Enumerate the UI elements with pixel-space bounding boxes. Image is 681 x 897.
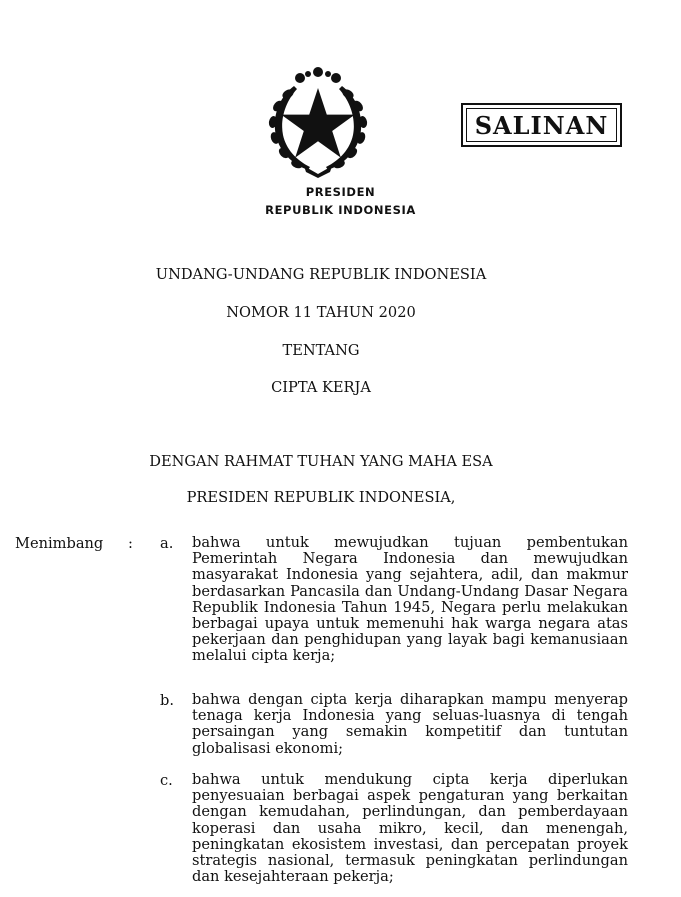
considering-item-c: bahwa untuk mendukung cipta kerja diperlukan penyesuaian berbagai aspek pengaturan yang berkaitan dengan kemudahan, perlindungan, dan pemberdayaan koperasi dan usaha mikro, kecil, dan menengah, peningkatan ekosistem investasi, dan percepatan proyek strategis nasional, termasuk peningkatan perlindungan dan kesejahteraan pekerja; — [192, 771, 628, 886]
law-number: NOMOR 11 TAHUN 2020 — [226, 304, 416, 321]
item-letter-c: c. — [160, 772, 173, 789]
item-letter-b: b. — [160, 692, 174, 709]
header-republik-indonesia: REPUBLIK INDONESIA — [265, 203, 416, 217]
preamble-president: PRESIDEN REPUBLIK INDONESIA, — [186, 489, 456, 506]
stamp-text: SALINAN — [474, 110, 609, 140]
header-presiden: PRESIDEN — [305, 185, 376, 199]
considering-label: Menimbang — [15, 535, 104, 552]
item-letter-a: a. — [160, 535, 174, 552]
salinan-stamp — [461, 103, 622, 147]
considering-colon: : — [128, 535, 133, 552]
considering-item-b: bahwa dengan cipta kerja diharapkan mampu menyerap tenaga kerja Indonesia yang seluas-luasnya di tengah persaingan yang semakin kompetitif dan tuntutan globalisasi ekonomi; — [192, 691, 628, 757]
law-about: TENTANG — [282, 342, 360, 359]
preamble-grace: DENGAN RAHMAT TUHAN YANG MAHA ESA — [149, 453, 493, 470]
law-subject: CIPTA KERJA — [271, 379, 371, 396]
presidential-emblem — [264, 66, 372, 178]
considering-item-a: bahwa untuk mewujudkan tujuan pembentukan Pemerintah Negara Indonesia dan mewujudkan masyarakat Indonesia yang sejahtera, adil, dan makmur berdasarkan Pancasila dan Undang-Undang Dasar Negara Republik Indonesia Tahun 1945, Negara perlu melakukan berbagai upaya untuk memenuhi hak warga negara atas pekerjaan dan penghidupan yang layak bagi kemanusiaan melalui cipta kerja; — [192, 534, 628, 665]
law-title: UNDANG-UNDANG REPUBLIK INDONESIA — [155, 266, 487, 283]
